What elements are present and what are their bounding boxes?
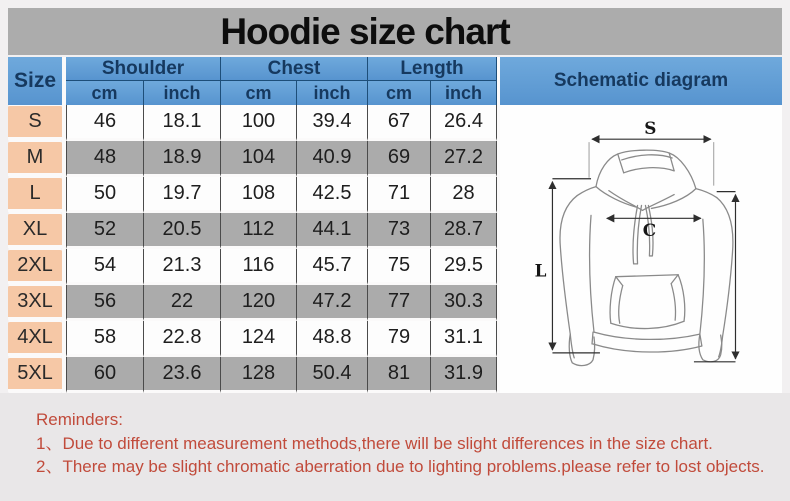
size-value-cell: 77 <box>368 285 431 321</box>
size-value-cell: 60 <box>66 357 144 393</box>
size-value-cell: 26.4 <box>431 105 497 141</box>
size-value-cell: 39.4 <box>297 105 368 141</box>
size-value-cell: 29.5 <box>431 249 497 285</box>
size-value-cell: 48 <box>66 141 144 177</box>
size-value-cell: 20.5 <box>144 213 221 249</box>
size-value-cell: 23.6 <box>144 357 221 393</box>
size-value-cell: 22 <box>144 285 221 321</box>
size-value-cell: 45.7 <box>297 249 368 285</box>
size-value-cell: 18.9 <box>144 141 221 177</box>
size-row-label: L <box>8 177 62 213</box>
size-value-cell: 100 <box>221 105 297 141</box>
size-value-cell: 42.5 <box>297 177 368 213</box>
size-value-cell: 71 <box>368 177 431 213</box>
size-value-cell: 116 <box>221 249 297 285</box>
reminder-item-1: 1、Due to different measurement methods,there will be slight differences in the size chart. <box>36 433 713 453</box>
size-value-cell: 30.3 <box>431 285 497 321</box>
length-group-header: Length <box>368 57 497 81</box>
reminders-block <box>36 408 765 479</box>
dimension-extension-lines <box>589 142 714 186</box>
shoulder-dimension-label: S <box>644 118 657 139</box>
shoulder-cm-header: cm <box>66 81 144 105</box>
size-value-cell: 67 <box>368 105 431 141</box>
schematic-header: Schematic diagram <box>497 57 782 105</box>
size-row-label: 2XL <box>8 249 62 285</box>
size-row-label: 3XL <box>8 285 62 321</box>
size-value-cell: 31.9 <box>431 357 497 393</box>
size-value-cell: 47.2 <box>297 285 368 321</box>
size-value-cell: 50 <box>66 177 144 213</box>
size-value-cell: 75 <box>368 249 431 285</box>
size-row-label: 4XL <box>8 321 62 357</box>
title-bar <box>8 8 782 55</box>
size-value-cell: 120 <box>221 285 297 321</box>
size-value-cell: 40.9 <box>297 141 368 177</box>
size-row-label: 5XL <box>8 357 62 393</box>
size-value-cell: 46 <box>66 105 144 141</box>
size-value-cell: 28.7 <box>431 213 497 249</box>
schematic-diagram <box>497 105 782 393</box>
size-value-cell: 81 <box>368 357 431 393</box>
size-value-cell: 44.1 <box>297 213 368 249</box>
size-value-cell: 73 <box>368 213 431 249</box>
length-cm-header: cm <box>368 81 431 105</box>
size-column-header: Size <box>8 57 62 105</box>
size-value-cell: 104 <box>221 141 297 177</box>
reminder-item-2: 2、There may be slight chromatic aberration due to lighting problems.please refer to lost objects. <box>36 457 765 476</box>
chest-inch-header: inch <box>297 81 368 105</box>
shoulder-inch-header: inch <box>144 81 221 105</box>
hoodie-outline-icon <box>560 150 733 365</box>
size-row-label: M <box>8 141 62 177</box>
size-value-cell: 56 <box>66 285 144 321</box>
size-value-cell: 52 <box>66 213 144 249</box>
size-value-cell: 31.1 <box>431 321 497 357</box>
footer-section <box>0 393 790 501</box>
length-inch-header: inch <box>431 81 497 105</box>
size-value-cell: 58 <box>66 321 144 357</box>
chest-group-header: Chest <box>221 57 368 81</box>
size-value-cell: 124 <box>221 321 297 357</box>
size-row-label: XL <box>8 213 62 249</box>
size-value-cell: 50.4 <box>297 357 368 393</box>
size-value-cell: 21.3 <box>144 249 221 285</box>
size-value-cell: 128 <box>221 357 297 393</box>
size-value-cell: 28 <box>431 177 497 213</box>
shoulder-group-header: Shoulder <box>66 57 221 81</box>
size-value-cell: 22.8 <box>144 321 221 357</box>
size-value-cell: 19.7 <box>144 177 221 213</box>
size-value-cell: 54 <box>66 249 144 285</box>
chest-dimension-label: C <box>642 220 657 241</box>
size-value-cell: 27.2 <box>431 141 497 177</box>
length-dimension-label: L <box>534 260 547 281</box>
size-value-cell: 79 <box>368 321 431 357</box>
size-table <box>8 57 782 393</box>
hoodie-sketch <box>500 105 782 393</box>
size-value-cell: 48.8 <box>297 321 368 357</box>
chest-cm-header: cm <box>221 81 297 105</box>
size-value-cell: 18.1 <box>144 105 221 141</box>
page-title: Hoodie size chart <box>220 10 510 52</box>
size-value-cell: 112 <box>221 213 297 249</box>
reminders-heading: Reminders: <box>36 410 123 429</box>
size-row-label: S <box>8 105 62 141</box>
size-value-cell: 108 <box>221 177 297 213</box>
size-value-cell: 69 <box>368 141 431 177</box>
